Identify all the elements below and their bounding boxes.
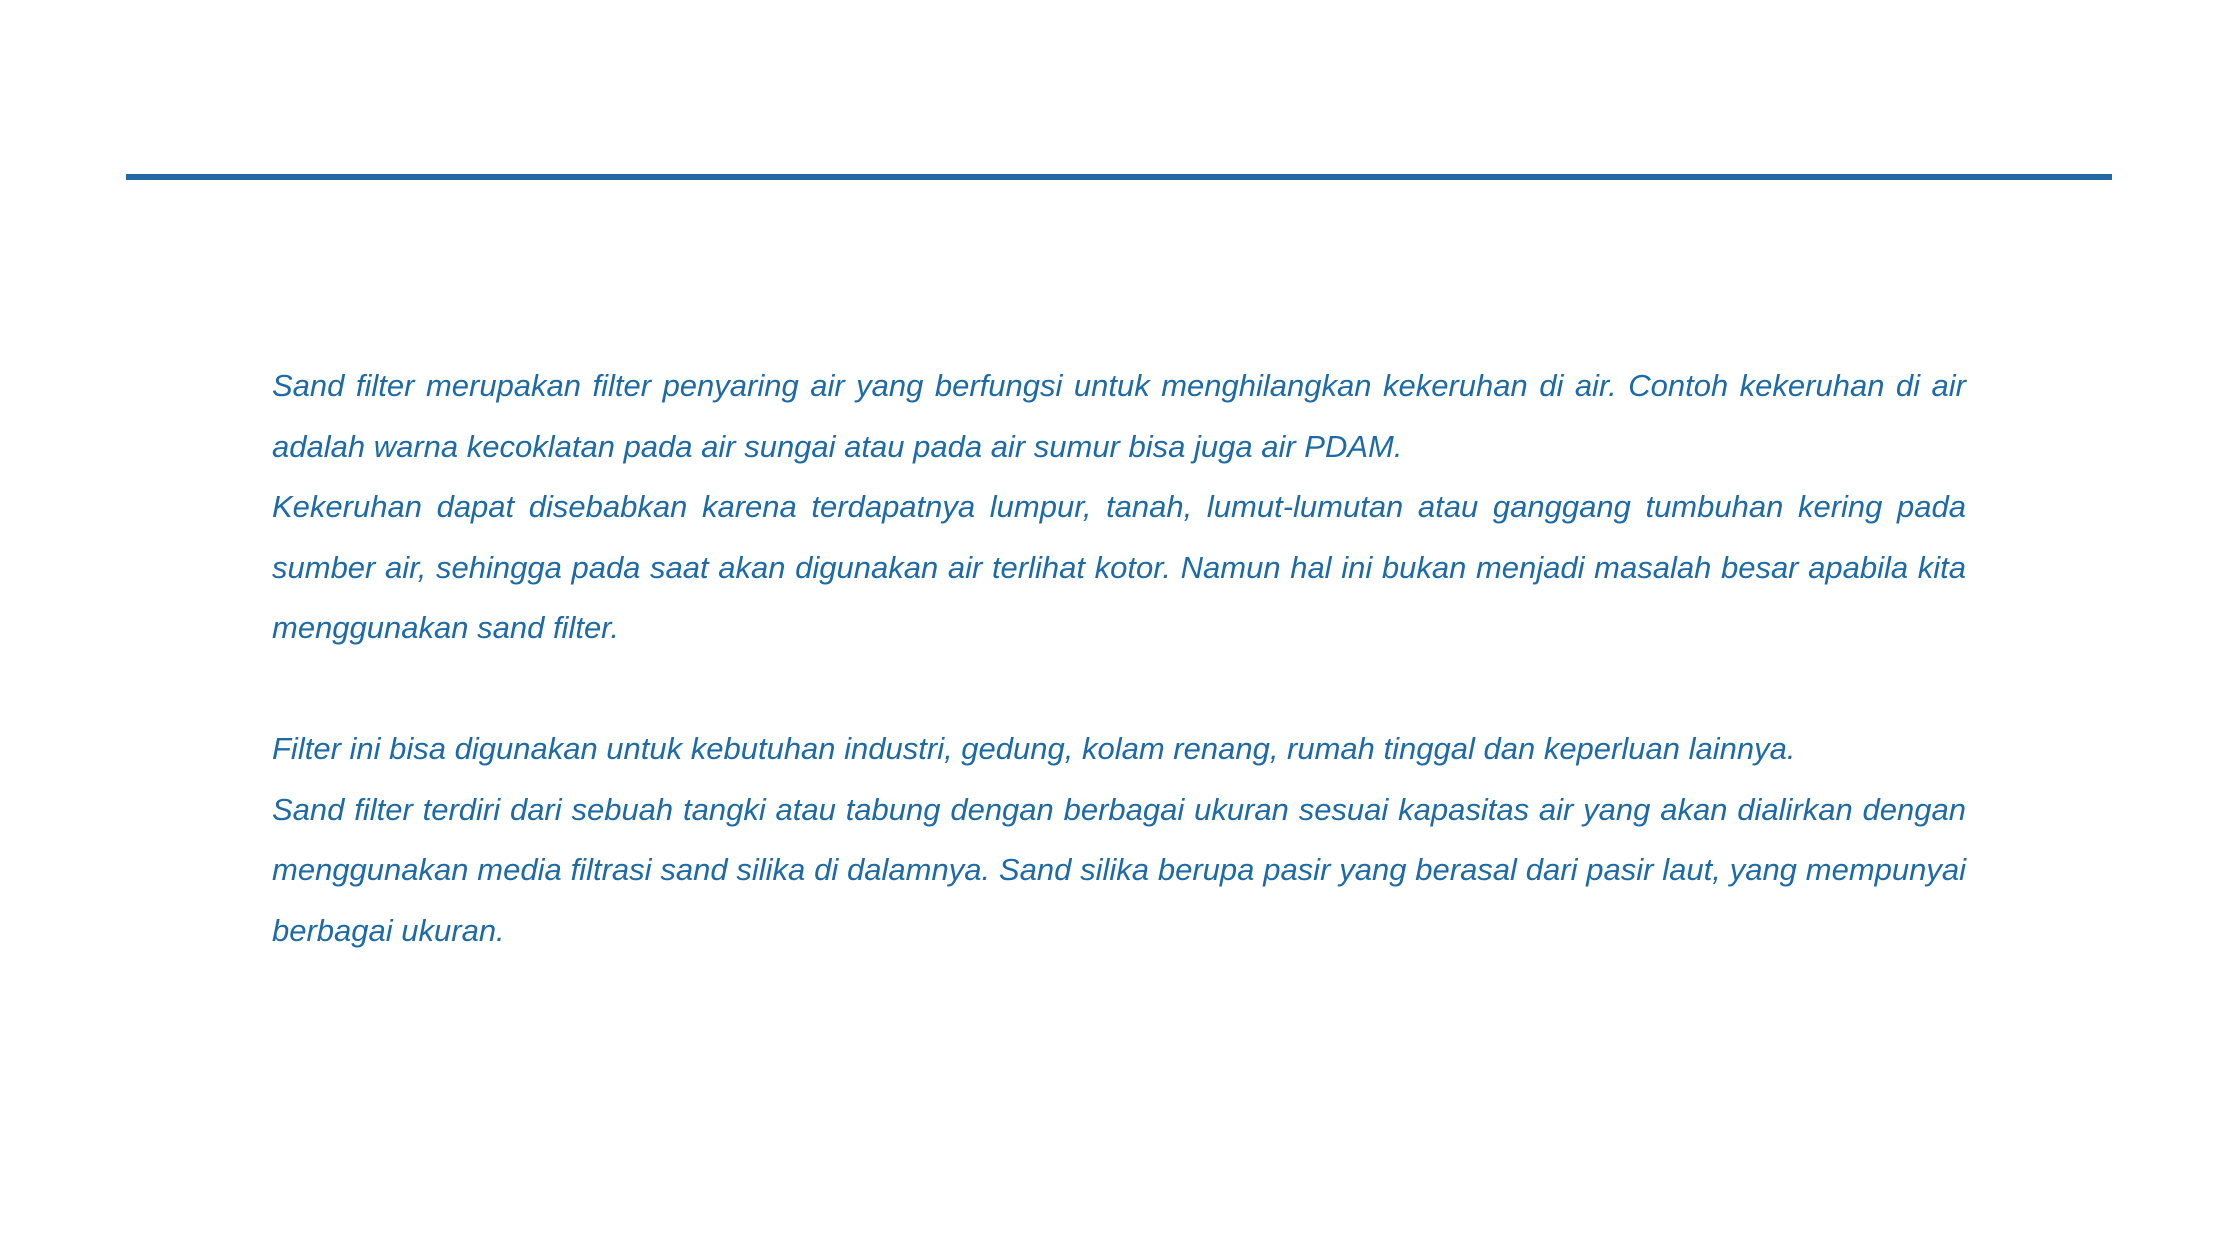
paragraph-sand-filter-definition: Sand filter merupakan filter penyaring air yang berfungsi untuk menghilangkan kekeruhan di air. Contoh kekeruhan di air adalah warna kecoklatan pada air sungai atau pada air sumur bisa juga air PDAM. bbox=[272, 368, 1966, 464]
header-divider bbox=[126, 174, 2112, 180]
paragraph-spacer bbox=[272, 659, 1966, 720]
paragraph-construction: Sand filter terdiri dari sebuah tangki atau tabung dengan berbagai ukuran sesuai kapasitas air yang akan dialirkan dengan menggunakan media filtrasi sand silika di dalamnya. Sand silika berupa pasir yang berasal dari pasir laut, yang mempunyai berbagai ukuran. bbox=[272, 791, 1966, 948]
body-text bbox=[272, 356, 1966, 961]
paragraph-usage: Filter ini bisa digunakan untuk kebutuhan industri, gedung, kolam renang, rumah tinggal dan keperluan lainnya. bbox=[272, 731, 1796, 766]
paragraph-turbidity-causes: Kekeruhan dapat disebabkan karena terdapatnya lumpur, tanah, lumut-lumutan atau ganggang tumbuhan kering pada sumber air, sehingga pada saat akan digunakan air terlihat kotor. Namun hal ini bukan menjadi masalah besar apabila kita menggunakan sand filter. bbox=[272, 489, 1966, 645]
